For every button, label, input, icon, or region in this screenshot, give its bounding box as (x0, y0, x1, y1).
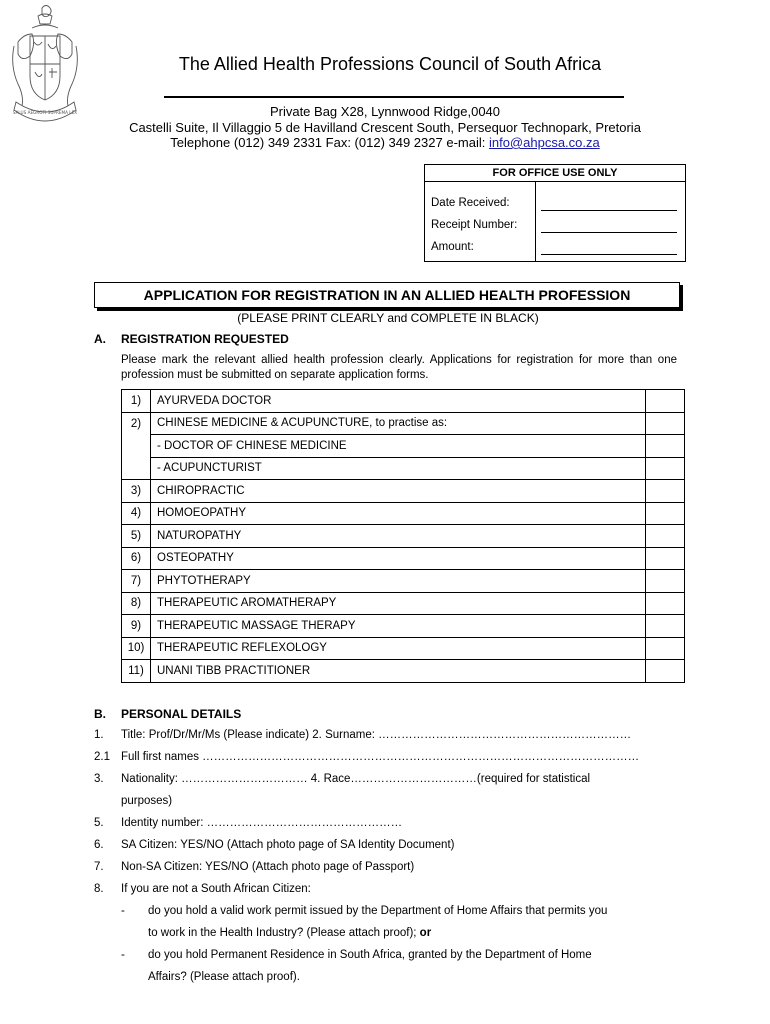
section-b-title: PERSONAL DETAILS (121, 707, 242, 721)
profession-checkbox[interactable] (646, 502, 685, 525)
section-a-title: REGISTRATION REQUESTED (121, 332, 289, 346)
section-a-instructions: Please mark the relevant allied health profession clearly. Applications for registration for more than one profession must be submitted on separate application forms. (121, 354, 677, 381)
profession-checkbox[interactable] (646, 660, 685, 683)
profession-checkbox[interactable] (646, 637, 685, 660)
contact-phone-fax: Telephone (012) 349 2331 Fax: (012) 349 2327 e-mail: (170, 135, 489, 150)
contact-line (60, 135, 710, 150)
profession-name: CHIROPRACTIC (151, 480, 646, 503)
profession-name: OSTEOPATHY (151, 547, 646, 570)
profession-number: 1) (122, 390, 151, 413)
print-instruction: (PLEASE PRINT CLEARLY and COMPLETE IN BLACK) (237, 311, 539, 325)
personal-item-text: Full first names …………………………………………………………………………………………………… (121, 751, 640, 763)
profession-checkbox[interactable] (646, 480, 685, 503)
profession-number: 10) (122, 637, 151, 660)
profession-name: - ACUPUNCTURIST (151, 457, 646, 480)
personal-item-number: 3. (94, 773, 104, 785)
profession-checkbox[interactable] (646, 525, 685, 548)
sub-item-line2 (148, 971, 300, 983)
personal-item-text: purposes) (121, 795, 173, 807)
profession-name: UNANI TIBB PRACTITIONER (151, 660, 646, 683)
profession-row (122, 480, 685, 503)
profession-name: THERAPEUTIC AROMATHERAPY (151, 592, 646, 615)
profession-checkbox[interactable] (646, 457, 685, 480)
personal-item-text: Identity number: …………………………………………… (121, 817, 403, 829)
profession-number: 3) (122, 480, 151, 503)
profession-number: 4) (122, 502, 151, 525)
profession-row (122, 435, 685, 458)
sub-item-dash: - (121, 905, 125, 917)
personal-item-text: If you are not a South African Citizen: (121, 883, 311, 895)
receipt-number-label: Receipt Number: (431, 219, 518, 231)
receipt-number-field[interactable] (541, 232, 677, 233)
email-link[interactable]: info@ahpcsa.co.za (488, 135, 600, 150)
profession-name: THERAPEUTIC REFLEXOLOGY (151, 637, 646, 660)
date-received-label: Date Received: (431, 197, 510, 209)
office-use-heading: FOR OFFICE USE ONLY (425, 165, 685, 182)
personal-item-number: 8. (94, 883, 104, 895)
profession-row (122, 457, 685, 480)
personal-item-number: 2.1 (94, 751, 110, 763)
profession-number: 7) (122, 570, 151, 593)
office-divider (535, 181, 536, 261)
svg-text:SALUS AEGROTI SUPREMA LEX: SALUS AEGROTI SUPREMA LEX (12, 110, 78, 115)
profession-row (122, 390, 685, 413)
profession-checkbox[interactable] (646, 592, 685, 615)
profession-row (122, 502, 685, 525)
sub-item-line2 (148, 927, 431, 939)
profession-checkbox[interactable] (646, 570, 685, 593)
personal-item-text: Nationality: …………………………… 4. Race……………………………(required for statistical (121, 773, 591, 785)
profession-checkbox[interactable] (646, 412, 685, 435)
profession-name: HOMOEOPATHY (151, 502, 646, 525)
profession-number: 8) (122, 592, 151, 615)
sub-item-line2-text: to work in the Health Industry? (Please attach proof); (148, 927, 420, 939)
profession-checkbox[interactable] (646, 390, 685, 413)
section-b-letter: B. (94, 707, 106, 721)
profession-name: THERAPEUTIC MASSAGE THERAPY (151, 615, 646, 638)
profession-number: 11) (122, 660, 151, 683)
profession-row (122, 637, 685, 660)
office-use-box (424, 164, 686, 262)
sub-item-dash: - (121, 949, 125, 961)
profession-number: 2) (122, 412, 151, 435)
profession-name: - DOCTOR OF CHINESE MEDICINE (151, 435, 646, 458)
section-a-letter: A. (94, 332, 106, 346)
date-received-field[interactable] (541, 210, 677, 211)
profession-row (122, 412, 685, 435)
sub-item-line2-text: Affairs? (Please attach proof). (148, 971, 300, 983)
profession-name: AYURVEDA DOCTOR (151, 390, 646, 413)
personal-item-number: 1. (94, 729, 104, 741)
profession-number: 5) (122, 525, 151, 548)
personal-item-number: 5. (94, 817, 104, 829)
personal-item-text: Non-SA Citizen: YES/NO (Attach photo page of Passport) (121, 861, 415, 873)
address-line-1: Private Bag X28, Lynnwood Ridge,0040 (269, 104, 501, 119)
personal-item-text: SA Citizen: YES/NO (Attach photo page of SA Identity Document) (121, 839, 455, 851)
profession-checkbox[interactable] (646, 615, 685, 638)
profession-row (122, 547, 685, 570)
profession-row (122, 592, 685, 615)
sub-item-line1: do you hold Permanent Residence in South Africa, granted by the Department of Home (148, 949, 592, 961)
profession-row (122, 615, 685, 638)
profession-checkbox[interactable] (646, 547, 685, 570)
amount-label: Amount: (431, 241, 474, 253)
profession-number: 6) (122, 547, 151, 570)
profession-row (122, 525, 685, 548)
profession-number (122, 457, 151, 480)
address-line-2: Castelli Suite, Il Villaggio 5 de Havilland Crescent South, Persequor Technopark, Pretoria (129, 120, 641, 135)
amount-field[interactable] (541, 254, 677, 255)
profession-checkbox[interactable] (646, 435, 685, 458)
profession-number: 9) (122, 615, 151, 638)
application-title: APPLICATION FOR REGISTRATION IN AN ALLIED HEALTH PROFESSION (94, 282, 680, 308)
sub-item-line1: do you hold a valid work permit issued by the Department of Home Affairs that permits you (148, 905, 608, 917)
header-rule (164, 96, 624, 98)
profession-table (121, 389, 685, 683)
personal-item-text: Title: Prof/Dr/Mr/Ms (Please indicate) 2. Surname: ………………………………………………………… (121, 729, 632, 741)
personal-item-number: 7. (94, 861, 104, 873)
profession-row (122, 570, 685, 593)
profession-name: NATUROPATHY (151, 525, 646, 548)
sub-item-line2-emphasis: or (419, 927, 432, 939)
profession-number (122, 435, 151, 458)
profession-name: CHINESE MEDICINE & ACUPUNCTURE, to practise as: (151, 412, 646, 435)
profession-row (122, 660, 685, 683)
profession-name: PHYTOTHERAPY (151, 570, 646, 593)
council-title: The Allied Health Professions Council of South Africa (178, 54, 602, 74)
personal-item-number: 6. (94, 839, 104, 851)
